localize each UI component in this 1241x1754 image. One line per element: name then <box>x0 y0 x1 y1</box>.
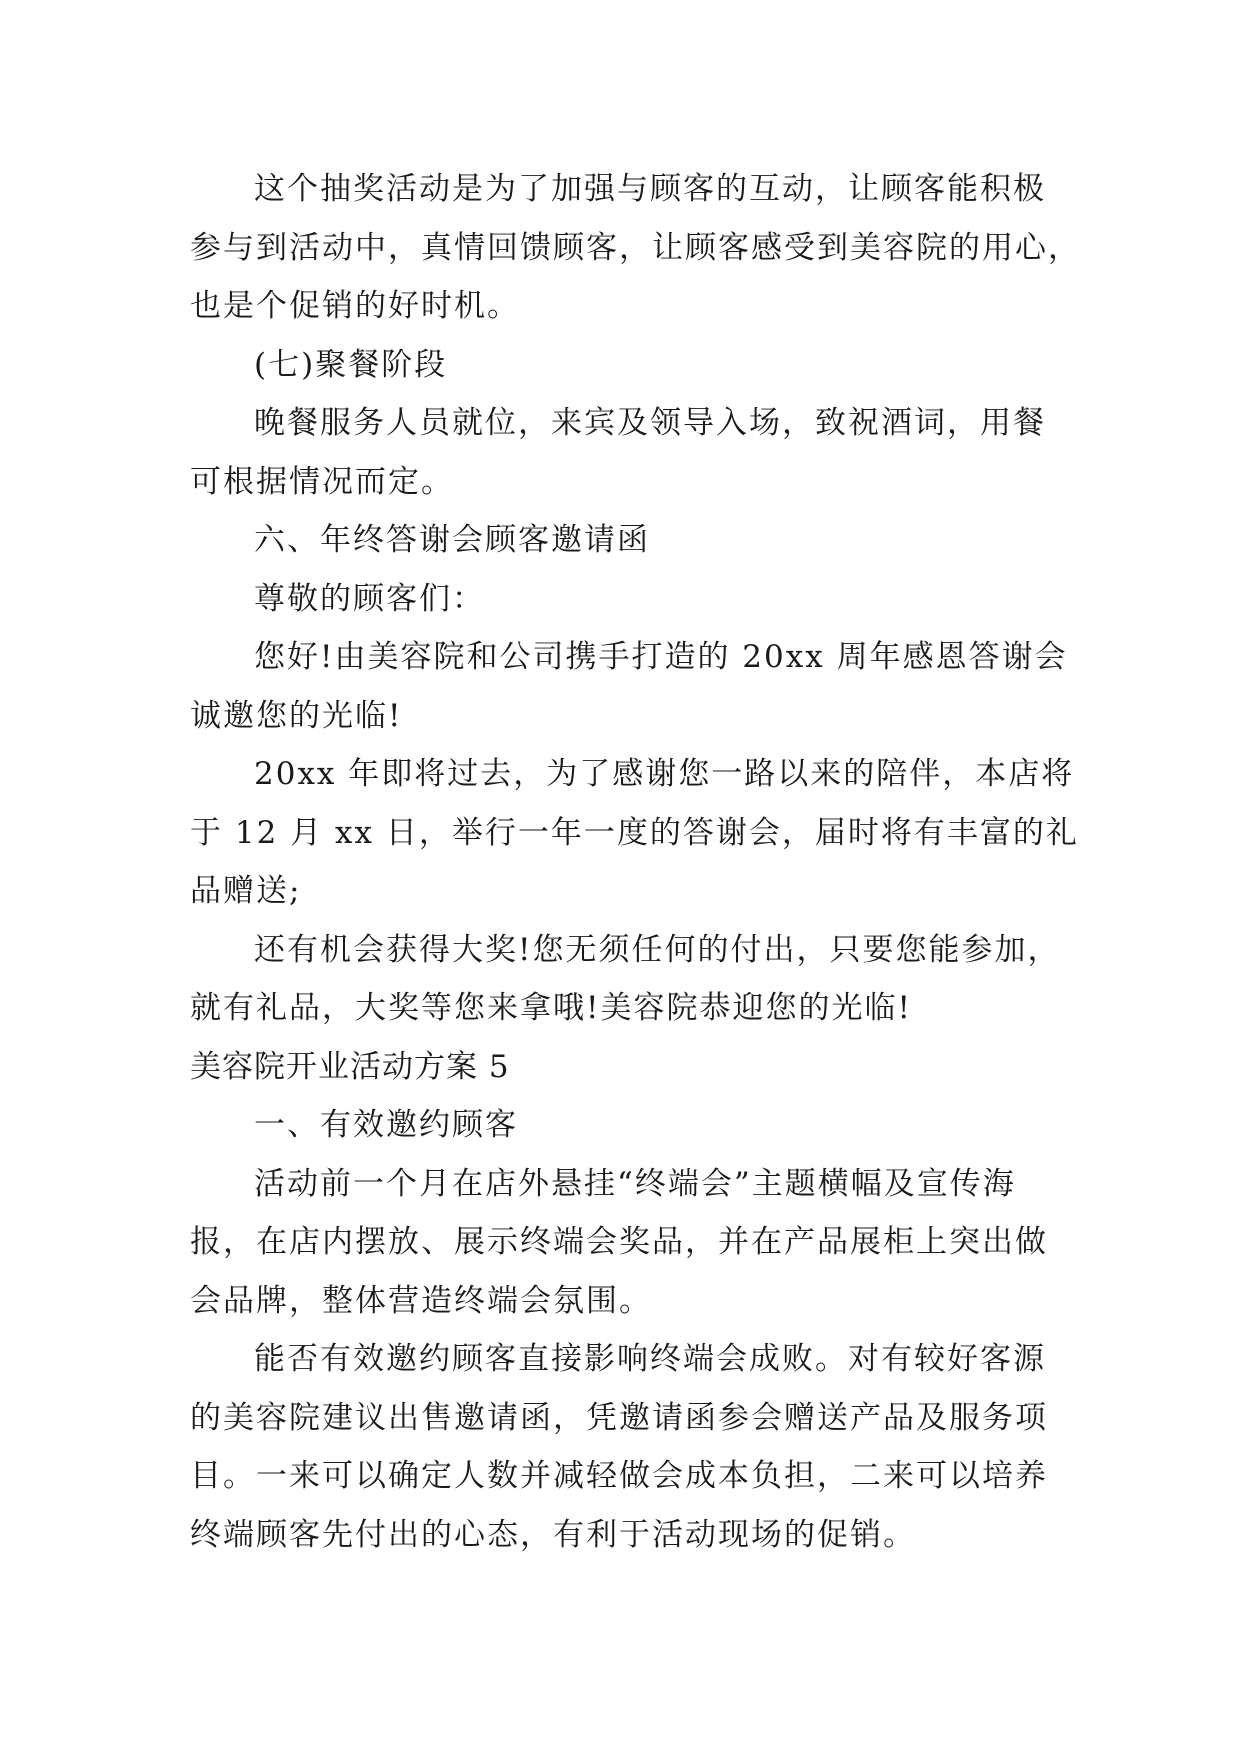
text-line: 参与到活动中，真情回馈顾客，让顾客感受到美容院的用心， <box>190 229 1081 266</box>
text-line: 能否有效邀约顾客直接影响终端会成败。对有较好客源 <box>254 1341 1046 1377</box>
text-line: 报，在店内摆放、展示终端会奖品，并在产品展柜上突出做 <box>190 1224 1048 1260</box>
text-line: 这个抽奖活动是为了加强与顾客的互动，让顾客能积极 <box>254 171 1046 207</box>
document-body <box>190 160 1081 1564</box>
document-title: 美容院开业活动方案 5 <box>190 1048 510 1085</box>
text-line: 品赠送; <box>190 873 302 909</box>
text-line: 活动前一个月在店外悬挂“终端会”主题横幅及宣传海 <box>254 1165 1016 1202</box>
subsection-heading: (七)聚餐阶段 <box>254 346 448 383</box>
text-line: 会品牌，整体营造终端会氛围。 <box>190 1282 652 1319</box>
text-line: 还有机会获得大奖!您无须任何的付出，只要您能参加， <box>254 931 1061 968</box>
section-heading: 一、有效邀约顾客 <box>254 1107 518 1143</box>
text-line: 也是个促销的好时机。 <box>190 288 520 324</box>
text-line: 诚邀您的光临! <box>190 697 403 734</box>
text-line: 您好!由美容院和公司携手打造的 20xx 周年感恩答谢会 <box>254 639 1068 675</box>
text-line: 于 12 月 xx 日，举行一年一度的答谢会，届时将有丰富的礼 <box>190 814 1079 851</box>
text-line: 的美容院建议出售邀请函，凭邀请函参会赠送产品及服务项 <box>190 1399 1048 1436</box>
text-line: 可根据情况而定。 <box>190 463 454 500</box>
text-line: 终端顾客先付出的心态，有利于活动现场的促销。 <box>190 1516 916 1553</box>
text-line: 20xx 年即将过去，为了感谢您一路以来的陪伴，本店将 <box>254 756 1075 792</box>
section-heading: 六、年终答谢会顾客邀请函 <box>254 522 650 558</box>
text-line: 就有礼品，大奖等您来拿哦!美容院恭迎您的光临! <box>190 990 912 1026</box>
text-line: 目。一来可以确定人数并减轻做会成本负担，二来可以培养 <box>190 1458 1048 1494</box>
salutation: 尊敬的顾客们： <box>254 580 485 617</box>
text-line: 晚餐服务人员就位，来宾及领导入场，致祝酒词，用餐 <box>254 405 1046 441</box>
